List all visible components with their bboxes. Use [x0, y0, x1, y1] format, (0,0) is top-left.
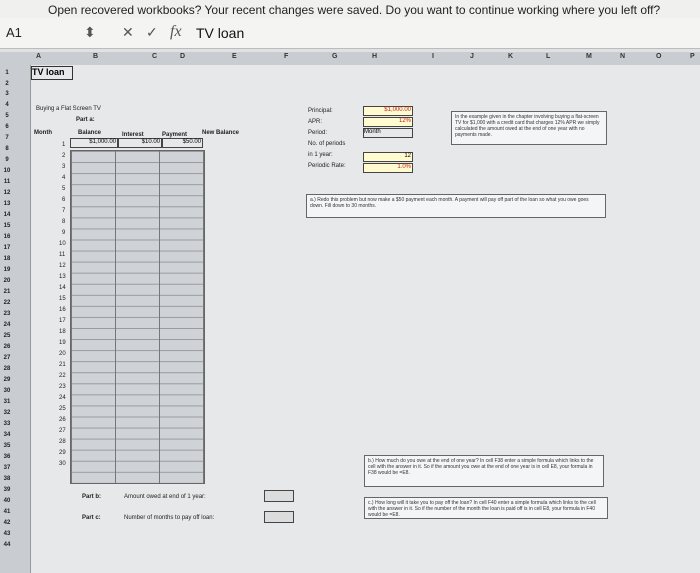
column-headers [0, 52, 700, 66]
row-header[interactable]: 35 [3, 443, 11, 449]
row-header[interactable]: 12 [3, 190, 11, 196]
row-header[interactable]: 4 [5, 102, 9, 108]
name-box[interactable]: A1 [6, 25, 22, 40]
principal-value[interactable]: $1,000.00 [363, 106, 413, 116]
periodic-rate-value[interactable]: 1.0% [363, 163, 413, 173]
row-header[interactable]: 27 [3, 355, 11, 361]
column-header[interactable]: A [36, 53, 42, 60]
month-number: 21 [59, 362, 66, 368]
label-num-periods: No. of periods [308, 141, 346, 147]
row-header[interactable]: 33 [3, 421, 11, 427]
row-header[interactable]: 22 [3, 300, 11, 306]
confirm-icon[interactable]: ✓ [146, 24, 158, 40]
part-c-text: Number of months to pay off loan: [124, 515, 215, 521]
column-header[interactable]: G [332, 53, 338, 60]
part-a-label: Part a: [76, 117, 95, 123]
row-header[interactable]: 9 [5, 157, 9, 163]
row-header[interactable]: 8 [5, 146, 9, 152]
column-balance: Balance [78, 130, 102, 136]
row-header[interactable]: 5 [5, 113, 9, 119]
column-payment: Payment [162, 132, 188, 138]
month-number: 29 [59, 450, 66, 456]
row-header[interactable]: 44 [3, 542, 11, 548]
month-number: 24 [59, 395, 66, 401]
row-header[interactable]: 26 [3, 344, 11, 350]
label-apr: APR: [308, 119, 323, 125]
row-header[interactable]: 19 [3, 267, 11, 273]
column-header[interactable]: I [432, 53, 434, 60]
column-header[interactable]: D [180, 53, 186, 60]
column-header[interactable]: F [284, 53, 289, 60]
row-header[interactable]: 24 [3, 322, 11, 328]
row-header[interactable]: 34 [3, 432, 11, 438]
row-header[interactable]: 14 [3, 212, 11, 218]
label-principal: Principal: [308, 108, 333, 114]
month-number: 4 [62, 175, 66, 181]
column-header[interactable]: B [93, 53, 99, 60]
row-header[interactable]: 15 [3, 223, 11, 229]
column-header[interactable]: C [152, 53, 158, 60]
column-new-balance: New Balance [202, 130, 240, 136]
month-number: 30 [59, 461, 66, 467]
month-number: 1 [62, 142, 66, 148]
sheet-title[interactable]: TV loan [31, 66, 73, 80]
row-header[interactable]: 3 [5, 91, 9, 97]
formula-bar [0, 18, 700, 49]
month-number: 20 [59, 351, 66, 357]
left-heading: Buying a Flat Screen TV [36, 106, 101, 112]
payment-cell-first[interactable]: $50.00 [162, 138, 203, 148]
answer-cell-part-b[interactable] [264, 490, 294, 502]
month-number: 2 [62, 153, 66, 159]
row-header[interactable]: 31 [3, 399, 11, 405]
month-number: 19 [59, 340, 66, 346]
row-header[interactable]: 28 [3, 366, 11, 372]
column-header[interactable]: H [372, 53, 378, 60]
part-c-note[interactable]: c.) How long will it take you to pay off the loan? In cell F40 enter a simple formula which links to the cell with the answer in it. So if the number of the month the loan is paid off is in cell E8, your formula in F40 would be =E8. [364, 497, 608, 519]
interest-cell-first[interactable]: $10.00 [118, 138, 162, 148]
apr-value[interactable]: 12% [363, 117, 413, 127]
recovery-banner[interactable] [0, 0, 700, 18]
row-header[interactable]: 29 [3, 377, 11, 383]
column-header[interactable]: E [232, 53, 237, 60]
row-header[interactable]: 17 [3, 245, 11, 251]
row-header[interactable]: 39 [3, 487, 11, 493]
formula-value[interactable]: TV loan [196, 25, 245, 41]
month-number: 3 [62, 164, 66, 170]
function-icon[interactable]: fx [170, 23, 182, 40]
month-number: 18 [59, 329, 66, 335]
row-header[interactable]: 23 [3, 311, 11, 317]
month-number: 11 [59, 252, 66, 258]
column-header[interactable]: M [586, 53, 592, 60]
column-interest: Interest [122, 132, 144, 138]
row-header[interactable]: 18 [3, 256, 11, 262]
month-number: 16 [59, 307, 66, 313]
row-header[interactable]: 41 [3, 509, 11, 515]
label-periodic-rate: Periodic Rate: [308, 163, 346, 169]
column-header[interactable]: J [470, 53, 474, 60]
row-header[interactable]: 38 [3, 476, 11, 482]
row-header[interactable]: 42 [3, 520, 11, 526]
recovery-message: Open recovered workbooks? Your recent changes were saved. Do you want to continue working where you left off? [48, 3, 661, 17]
row-header[interactable]: 10 [3, 168, 11, 174]
column-header[interactable]: L [546, 53, 551, 60]
month-number: 25 [59, 406, 66, 412]
month-number: 23 [59, 384, 66, 390]
row-header[interactable]: 2 [5, 81, 9, 87]
part-b-text: Amount owed at end of 1 year: [124, 494, 206, 500]
row-header[interactable]: 25 [3, 333, 11, 339]
part-a-note[interactable]: a.) Redo this problem but now make a $50 payment each month. A payment will pay off part of the loan so what you owe goes down. Fill down to 30 months. [306, 194, 606, 218]
month-number: 12 [59, 263, 66, 269]
column-header[interactable]: N [620, 53, 626, 60]
month-number: 13 [59, 274, 66, 280]
row-header[interactable]: 36 [3, 454, 11, 460]
month-number: 14 [59, 285, 66, 291]
column-month: Month [34, 130, 52, 136]
payment-table-grid[interactable] [70, 150, 205, 484]
row-header[interactable]: 32 [3, 410, 11, 416]
month-number: 8 [62, 219, 66, 225]
answer-cell-part-c[interactable] [264, 511, 294, 523]
month-number: 27 [59, 428, 66, 434]
label-period: Period: [308, 130, 328, 136]
month-number: 9 [62, 230, 66, 236]
row-header[interactable]: 20 [3, 278, 11, 284]
cancel-icon[interactable]: ✕ [122, 24, 134, 40]
row-header[interactable]: 40 [3, 498, 11, 504]
part-b-note[interactable]: b.) How much do you owe at the end of one year? In cell F38 enter a simple formula which links to the cell with the answer in it. So if the amount you owe at the end of one year is in cell E8, your formula in F38 would be =E8. [364, 455, 604, 487]
label-in-1-year: in 1 year: [308, 152, 333, 158]
month-number: 15 [59, 296, 66, 302]
month-number: 28 [59, 439, 66, 445]
part-b-label: Part b: [82, 494, 102, 500]
column-header[interactable]: K [508, 53, 514, 60]
row-header[interactable]: 37 [3, 465, 11, 471]
column-header[interactable]: P [690, 53, 695, 60]
row-header[interactable]: 43 [3, 531, 11, 537]
month-number: 10 [59, 241, 66, 247]
month-number: 26 [59, 417, 66, 423]
row-header[interactable]: 21 [3, 289, 11, 295]
column-header[interactable]: O [656, 53, 662, 60]
row-header[interactable]: 11 [3, 179, 11, 185]
month-number: 6 [62, 197, 66, 203]
row-header[interactable]: 13 [3, 201, 11, 207]
row-headers [0, 65, 31, 573]
part-c-label: Part c: [82, 515, 101, 521]
num-periods-value[interactable]: 12 [363, 152, 413, 162]
name-box-stepper-icon[interactable]: ⬍ [84, 24, 96, 40]
month-number: 22 [59, 373, 66, 379]
month-number: 5 [62, 186, 66, 192]
row-header[interactable]: 16 [3, 234, 11, 240]
instructions-note[interactable]: In the example given in the chapter involving buying a flat-screen TV for $1,000 with a credit card that charges 12% APR we simply calculated the amount owed at the end of one year with no payments made. [451, 111, 607, 145]
row-header[interactable]: 7 [5, 135, 9, 141]
month-number: 7 [62, 208, 66, 214]
row-header[interactable]: 1 [5, 70, 9, 76]
balance-cell-first[interactable]: $1,000.00 [70, 138, 118, 148]
row-header[interactable]: 30 [3, 388, 11, 394]
month-number: 17 [59, 318, 66, 324]
row-header[interactable]: 6 [5, 124, 9, 130]
period-value[interactable]: Month [363, 128, 413, 138]
